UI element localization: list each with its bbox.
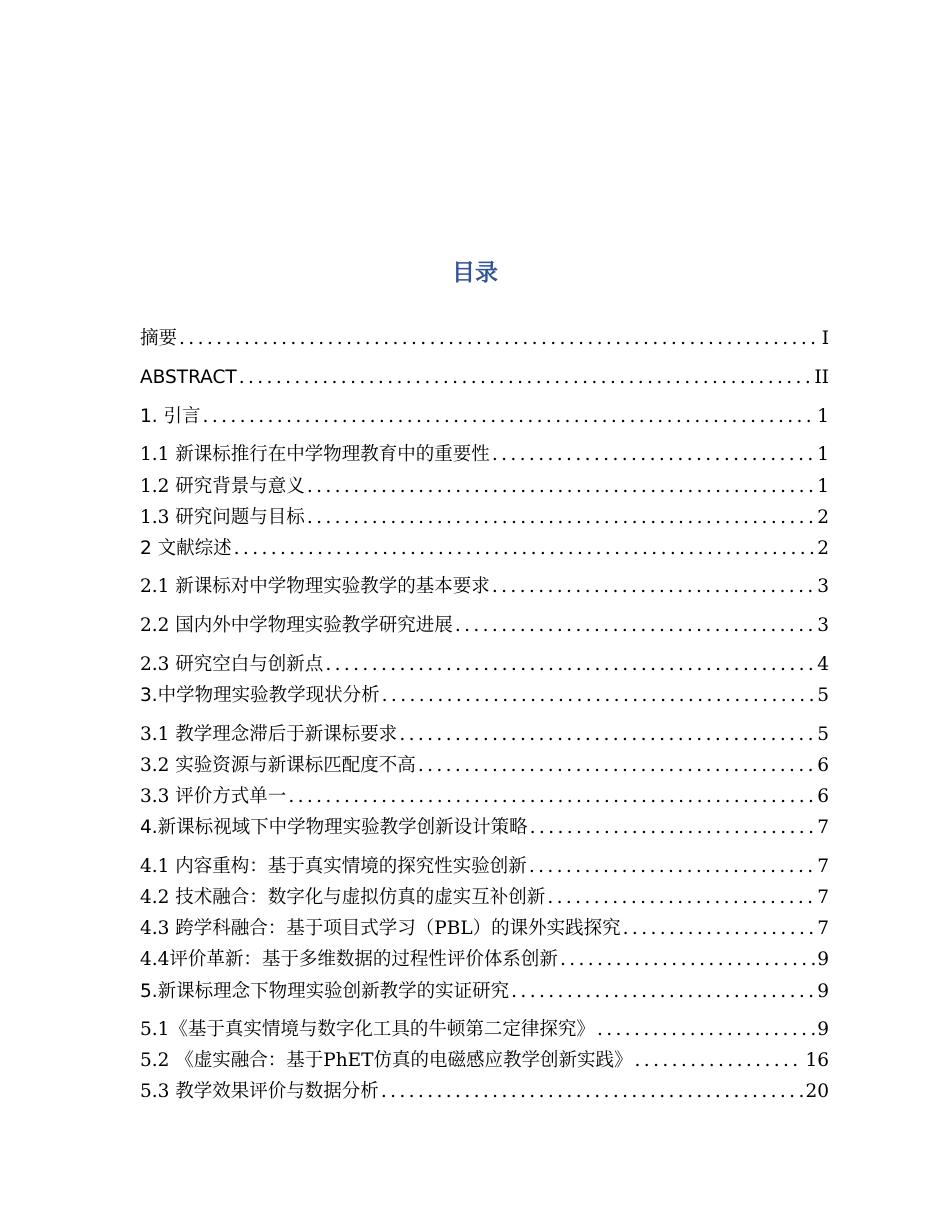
toc-entry-page-number: 4: [817, 654, 829, 675]
toc-entry-page-number: 5: [817, 724, 829, 745]
toc-entry[interactable]: [140, 815, 829, 841]
toc-entry-page-number: 20: [805, 1081, 829, 1102]
toc-entry[interactable]: [140, 536, 829, 562]
toc-entry-label: 1. 引言: [140, 406, 201, 427]
toc-entry-label: 1.3 研究问题与目标: [140, 507, 305, 528]
toc-entry[interactable]: [140, 404, 829, 430]
toc-dot-leader: [455, 613, 815, 639]
toc-dot-leader: [399, 722, 815, 748]
toc-dot-leader: [492, 442, 815, 468]
toc-dot-leader: [560, 947, 815, 973]
toc-dot-leader: [307, 505, 815, 531]
toc-dot-leader: [382, 683, 816, 709]
toc-dot-leader: [635, 1048, 804, 1074]
toc-entry-label: 4.新课标视域下中学物理实验教学创新设计策略: [140, 817, 528, 838]
toc-dot-leader: [288, 784, 815, 810]
toc-entry-page-number: 7: [817, 856, 829, 877]
toc-entry-page-number: 6: [817, 755, 829, 776]
toc-entry-page-number: 16: [805, 1050, 829, 1071]
toc-entry-label: 1.2 研究背景与意义: [140, 476, 305, 497]
toc-entry-page-number: 3: [817, 615, 829, 636]
toc-entry[interactable]: [140, 753, 829, 779]
toc-dot-leader: [325, 652, 815, 678]
toc-dot-leader: [179, 326, 820, 352]
toc-entry-page-number: 6: [817, 786, 829, 807]
toc-entry[interactable]: [140, 505, 829, 531]
toc-entry-page-number: 9: [817, 949, 829, 970]
toc-entry-page-number: 1: [817, 444, 829, 465]
toc-entry-label: 3.3 评价方式单一: [140, 786, 287, 807]
toc-entry[interactable]: [140, 442, 829, 468]
toc-entry-page-number: 2: [817, 538, 829, 559]
toc-entry-page-number: 1: [817, 476, 829, 497]
toc-entry[interactable]: [140, 784, 829, 810]
toc-entry-label: ABSTRACT: [140, 367, 237, 388]
toc-entry-label: 3.2 实验资源与新课标匹配度不高: [140, 755, 416, 776]
toc-entry-page-number: II: [814, 367, 829, 388]
toc-entry-page-number: 1: [817, 406, 829, 427]
toc-dot-leader: [381, 1079, 804, 1105]
toc-title: 目录: [452, 260, 498, 286]
toc-entry-label: 5.新课标理念下物理实验创新教学的实证研究: [140, 981, 510, 1002]
toc-entry-page-number: 7: [817, 817, 829, 838]
toc-entry-label: 摘要: [140, 328, 178, 349]
toc-entry[interactable]: [140, 683, 829, 709]
toc-entry-page-number: 9: [817, 981, 829, 1002]
toc-entry-label: 4.3 跨学科融合：基于项目式学习（PBL）的课外实践探究: [140, 918, 621, 939]
toc-entry[interactable]: [140, 365, 829, 391]
toc-dot-leader: [203, 404, 816, 430]
toc-entry[interactable]: [140, 979, 829, 1005]
toc-entry[interactable]: [140, 574, 829, 600]
toc-entry-label: 1.1 新课标推行在中学物理教育中的重要性: [140, 444, 490, 465]
toc-entry-label: 4.2 技术融合：数字化与虚拟仿真的虚实互补创新: [140, 887, 546, 908]
toc-entry-label: 5.1《基于真实情境与数字化工具的牛顿第二定律探究》: [140, 1019, 595, 1040]
toc-dot-leader: [529, 854, 815, 880]
toc-entry[interactable]: [140, 474, 829, 500]
toc-dot-leader: [234, 536, 816, 562]
toc-entry-label: 2.2 国内外中学物理实验教学研究进展: [140, 615, 453, 636]
toc-dot-leader: [547, 885, 815, 911]
toc-entry-label: 2.1 新课标对中学物理实验教学的基本要求: [140, 576, 490, 597]
toc-entry[interactable]: [140, 916, 829, 942]
toc-entry[interactable]: [140, 326, 829, 352]
toc-entry[interactable]: [140, 885, 829, 911]
toc-dot-leader: [511, 979, 815, 1005]
toc-entry-label: 2 文献综述: [140, 538, 232, 559]
toc-entry-page-number: 9: [817, 1019, 829, 1040]
toc-entry[interactable]: [140, 1017, 829, 1043]
toc-dot-leader: [307, 474, 815, 500]
toc-entry-label: 3.1 教学理念滞后于新课标要求: [140, 724, 398, 745]
toc-entry-label: 5.2 《虚实融合：基于PhET仿真的电磁感应教学创新实践》: [140, 1050, 633, 1071]
toc-dot-leader: [492, 574, 815, 600]
toc-dot-leader: [418, 753, 815, 779]
toc-dot-leader: [623, 916, 816, 942]
toc-entry[interactable]: [140, 854, 829, 880]
toc-entry-page-number: 5: [817, 685, 829, 706]
toc-entry[interactable]: [140, 1079, 829, 1105]
toc-entry-page-number: 7: [817, 918, 829, 939]
toc-entry-label: 2.3 研究空白与创新点: [140, 654, 324, 675]
toc-entry-label: 3.中学物理实验教学现状分析: [140, 685, 380, 706]
toc-dot-leader: [597, 1017, 815, 1043]
toc-entry-page-number: 2: [817, 507, 829, 528]
toc-entry-label: 4.4评价革新：基于多维数据的过程性评价体系创新: [140, 949, 558, 970]
toc-entry[interactable]: [140, 1048, 829, 1074]
toc-entry-page-number: 3: [817, 576, 829, 597]
toc-entry[interactable]: [140, 947, 829, 973]
toc-entry-label: 4.1 内容重构：基于真实情境的探究性实验创新: [140, 856, 527, 877]
toc-entry[interactable]: [140, 652, 829, 678]
toc-dot-leader: [530, 815, 816, 841]
toc-dot-leader: [239, 365, 813, 391]
toc-entry-label: 5.3 教学效果评价与数据分析: [140, 1081, 379, 1102]
toc-entry[interactable]: [140, 722, 829, 748]
toc-entry[interactable]: [140, 613, 829, 639]
toc-entry-page-number: 7: [817, 887, 829, 908]
toc-entry-page-number: I: [821, 328, 829, 349]
